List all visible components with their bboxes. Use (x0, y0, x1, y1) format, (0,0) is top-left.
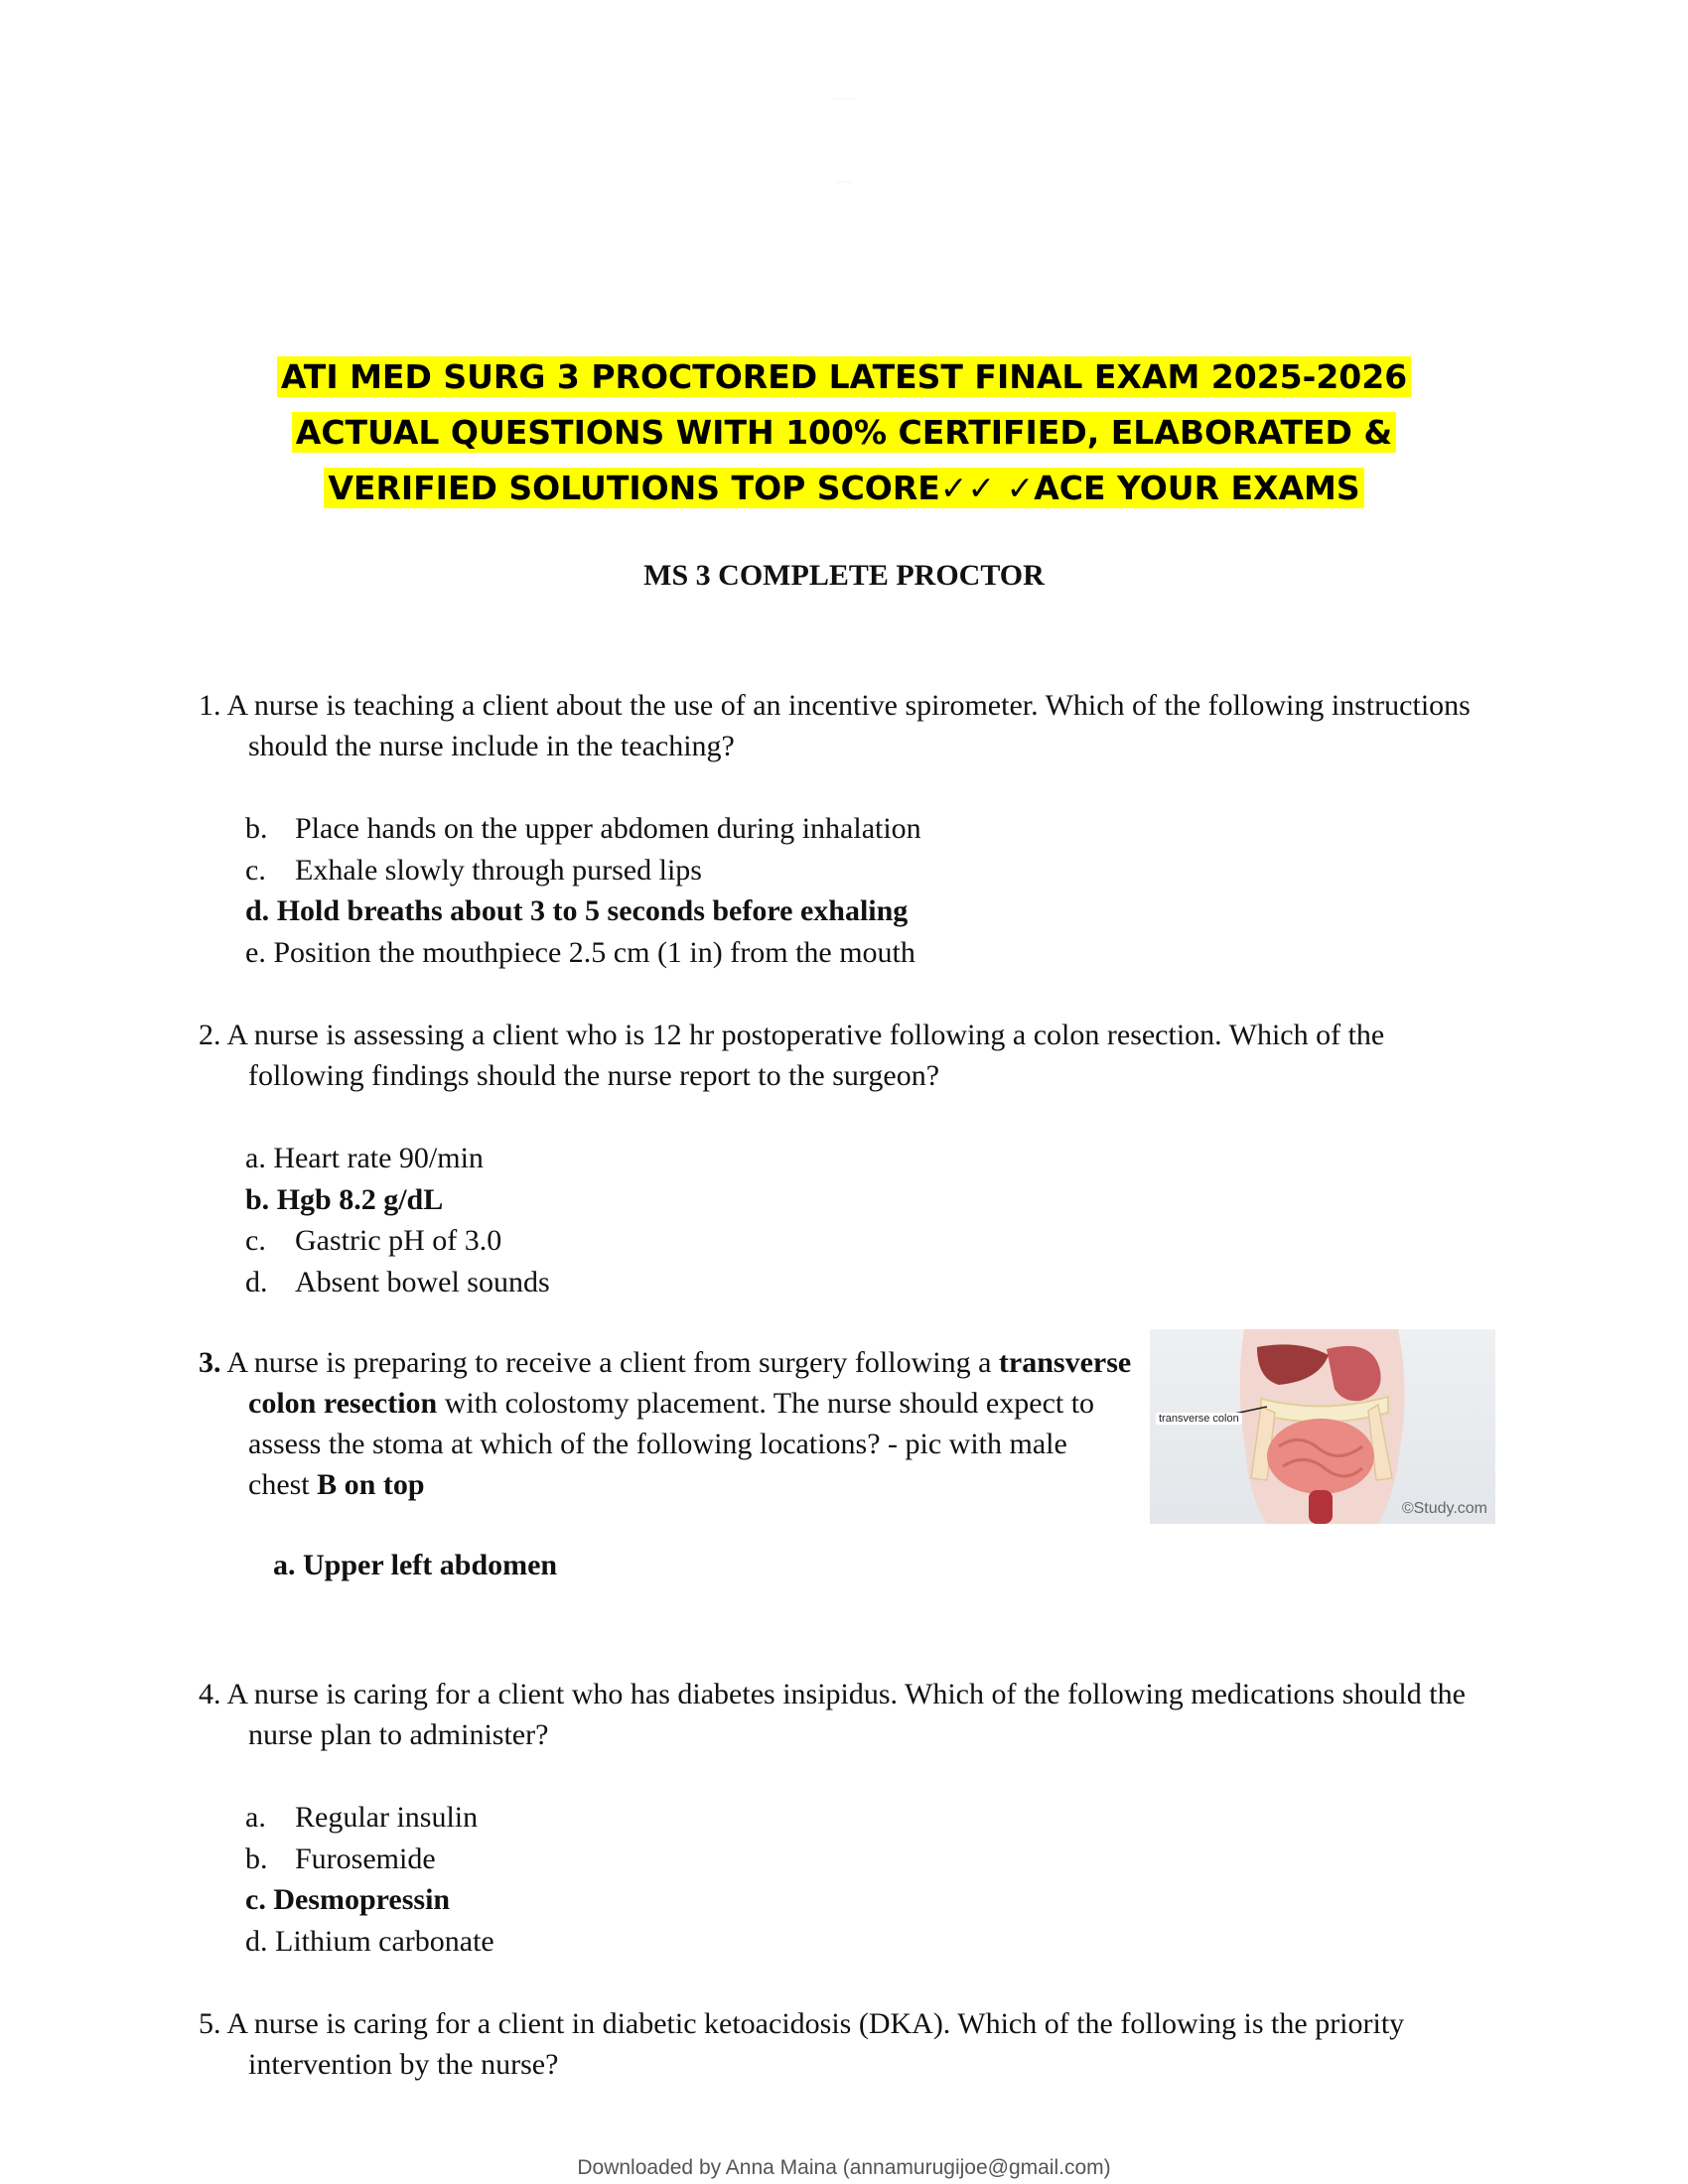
question-2-options (245, 1138, 1238, 1302)
question-text: A nurse is caring for a client who has diabetes insipidus. Which of the following medications should the nurse plan to administer? (226, 1678, 1466, 1751)
question-number: 1. (199, 689, 221, 722)
question-1-options (245, 808, 1238, 973)
option: c. Exhale slowly through pursed lips (245, 853, 702, 887)
option: c. Gastric pH of 3.0 (245, 1224, 502, 1257)
figure-label: transverse colon (1156, 1413, 1242, 1425)
download-footer: Downloaded by Anna Maina (annamurugijoe@gmail.com) (577, 2156, 1111, 2179)
question-number: 3. (199, 1346, 221, 1379)
question-number: 4. (199, 1678, 221, 1710)
question-number: 2. (199, 1019, 221, 1051)
correct-option: a. Upper left abdomen (273, 1549, 558, 1581)
correct-option: d. Hold breaths about 3 to 5 seconds before exhaling (245, 894, 909, 927)
question-5 (199, 2003, 1489, 2085)
question-number: 5. (199, 2007, 221, 2040)
header-small-text-2: ................... (836, 180, 852, 184)
option: d. Lithium carbonate (245, 1924, 494, 1958)
document-title (0, 349, 1688, 516)
option: a. Heart rate 90/min (245, 1142, 484, 1174)
option: b. Place hands on the upper abdomen during inhalation (245, 812, 921, 845)
correct-option: b. Hgb 8.2 g/dL (245, 1182, 444, 1216)
option: e. Position the mouthpiece 2.5 cm (1 in) from the mouth (245, 935, 915, 969)
correct-option: c. Desmopressin (245, 1883, 451, 1916)
option: b. Furosemide (245, 1842, 436, 1875)
header-small-text: ............................... (831, 96, 857, 100)
figure-credit: ©Study.com (1401, 1500, 1487, 1517)
question-4-options (245, 1797, 1238, 1962)
question-text: A nurse is assessing a client who is 12 hr postoperative following a colon resection. Which of the following findings should the nurse report to the surgeon? (226, 1019, 1385, 1092)
question-text: A nurse is teaching a client about the use of an incentive spirometer. Which of the following instructions should the nurse include in the teaching? (226, 689, 1471, 762)
question-text: A nurse is caring for a client in diabetic ketoacidosis (DKA). Which of the following is the priority intervention by the nurse? (226, 2007, 1405, 2081)
document-subtitle: MS 3 COMPLETE PROCTOR (643, 559, 1045, 592)
title-line-3: VERIFIED SOLUTIONS TOP SCORE✓✓ ✓ACE YOUR EXAMS (324, 468, 1363, 508)
question-1 (199, 685, 1489, 766)
question-3-answer (273, 1545, 1266, 1586)
question-3: 3. A nurse is preparing to receive a client from surgery following a transverse colon resection with colostomy placement. The nurse should expect to assess the stoma at which of the following locations? - pic with male chest B on top (199, 1346, 1132, 1501)
option: d. Absent bowel sounds (245, 1265, 550, 1298)
question-4 (199, 1674, 1489, 1755)
option: a. Regular insulin (245, 1801, 479, 1834)
question-2 (199, 1015, 1489, 1096)
digestive-system-illustration (1150, 1329, 1495, 1524)
title-line-2: ACTUAL QUESTIONS WITH 100% CERTIFIED, ELABORATED & (292, 412, 1396, 453)
anatomy-figure (1150, 1329, 1495, 1524)
title-line-1: ATI MED SURG 3 PROCTORED LATEST FINAL EXAM 2025-2026 (277, 356, 1411, 397)
